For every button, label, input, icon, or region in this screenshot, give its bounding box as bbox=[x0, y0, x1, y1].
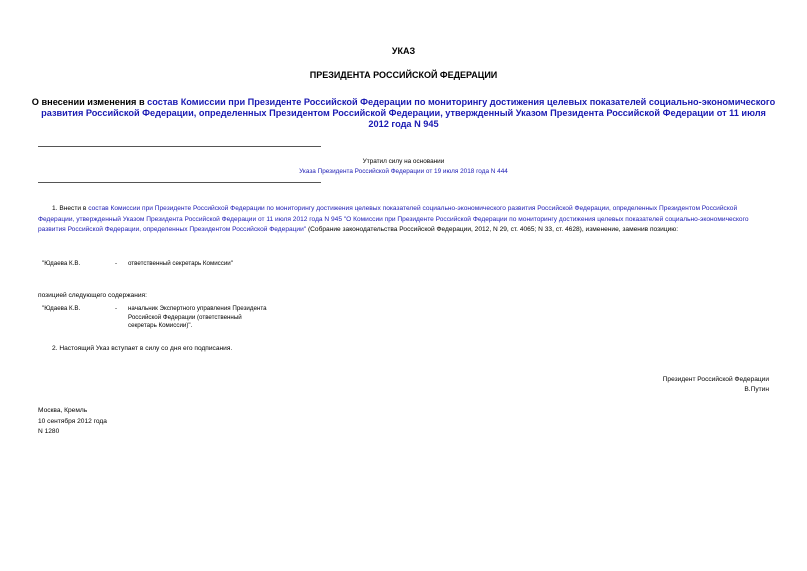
footer-number: N 1280 bbox=[38, 428, 60, 435]
paragraph-1 bbox=[38, 204, 770, 236]
paragraph-1-start: 1. Внести в bbox=[52, 205, 89, 212]
divider-top bbox=[38, 146, 321, 147]
old-position-name: "Юдаева К.В. bbox=[42, 260, 81, 267]
signature-position: Президент Российской Федерации bbox=[662, 376, 769, 383]
new-position-dash: - bbox=[115, 305, 118, 312]
divider-bottom bbox=[38, 182, 321, 183]
paragraph-1-link[interactable]: состав Комиссии при Президенте Российской Федерации по мониторингу достижения целевых показателей социально-экономического развития Российской Федерации, определенных Президентом Российской Федерации, утвержденный Указом Президента Российской Федерации от 11 июля 2012 года N 945 "О Комиссии при Президенте Российской Федерации по мониторингу достижения целевых показателей социально-экономического развития Российской Федерации, определенных Президентом Российской Федерации" bbox=[38, 205, 749, 233]
title-link[interactable]: состав Комиссии при Президенте Российской Федерации по мониторингу достижения целевых показателей социально-экономического развития Российской Федерации, определенных Президентом Российской Федерации, утвержденный Указом Президента Российской Федерации от 11 июля 2012 года N 945 bbox=[41, 97, 776, 129]
paragraph-1-end: (Собрание законодательства Российской Федерации, 2012, N 29, ст. 4065; N 33, ст. 4628), изменение, заменив позицию: bbox=[306, 226, 679, 233]
new-role-line-2: Российской Федерации (ответственный bbox=[128, 313, 242, 321]
footer-place: Москва, Кремль bbox=[38, 407, 88, 414]
new-role-line-3: секретарь Комиссии)". bbox=[128, 322, 193, 329]
status-text: Утратил силу на основании bbox=[362, 158, 445, 165]
status-link[interactable]: Указа Президента Российской Федерации от 19 июля 2018 года N 444 bbox=[299, 168, 508, 175]
decree-heading: УКАЗ bbox=[391, 46, 416, 56]
new-position-name: "Юдаева К.В. bbox=[42, 305, 81, 312]
footer-date: 10 сентября 2012 года bbox=[38, 417, 107, 425]
decree-issuer: ПРЕЗИДЕНТА РОССИЙСКОЙ ФЕДЕРАЦИИ bbox=[309, 70, 498, 80]
decree-title bbox=[30, 97, 777, 130]
replace-text: позицией следующего содержания: bbox=[38, 292, 147, 299]
footer-block bbox=[38, 406, 107, 438]
new-role-line-1: начальник Экспертного управления Президента bbox=[128, 305, 267, 312]
old-position-dash: - bbox=[115, 260, 118, 267]
new-position-role bbox=[128, 305, 267, 331]
old-position-role: ответственный секретарь Комиссии" bbox=[128, 260, 233, 267]
title-prefix: О внесении изменения в bbox=[31, 97, 148, 107]
signature-block bbox=[663, 375, 769, 395]
signature-name: В.Путин bbox=[744, 386, 769, 393]
paragraph-2: 2. Настоящий Указ вступает в силу со дня его подписания. bbox=[52, 345, 233, 352]
